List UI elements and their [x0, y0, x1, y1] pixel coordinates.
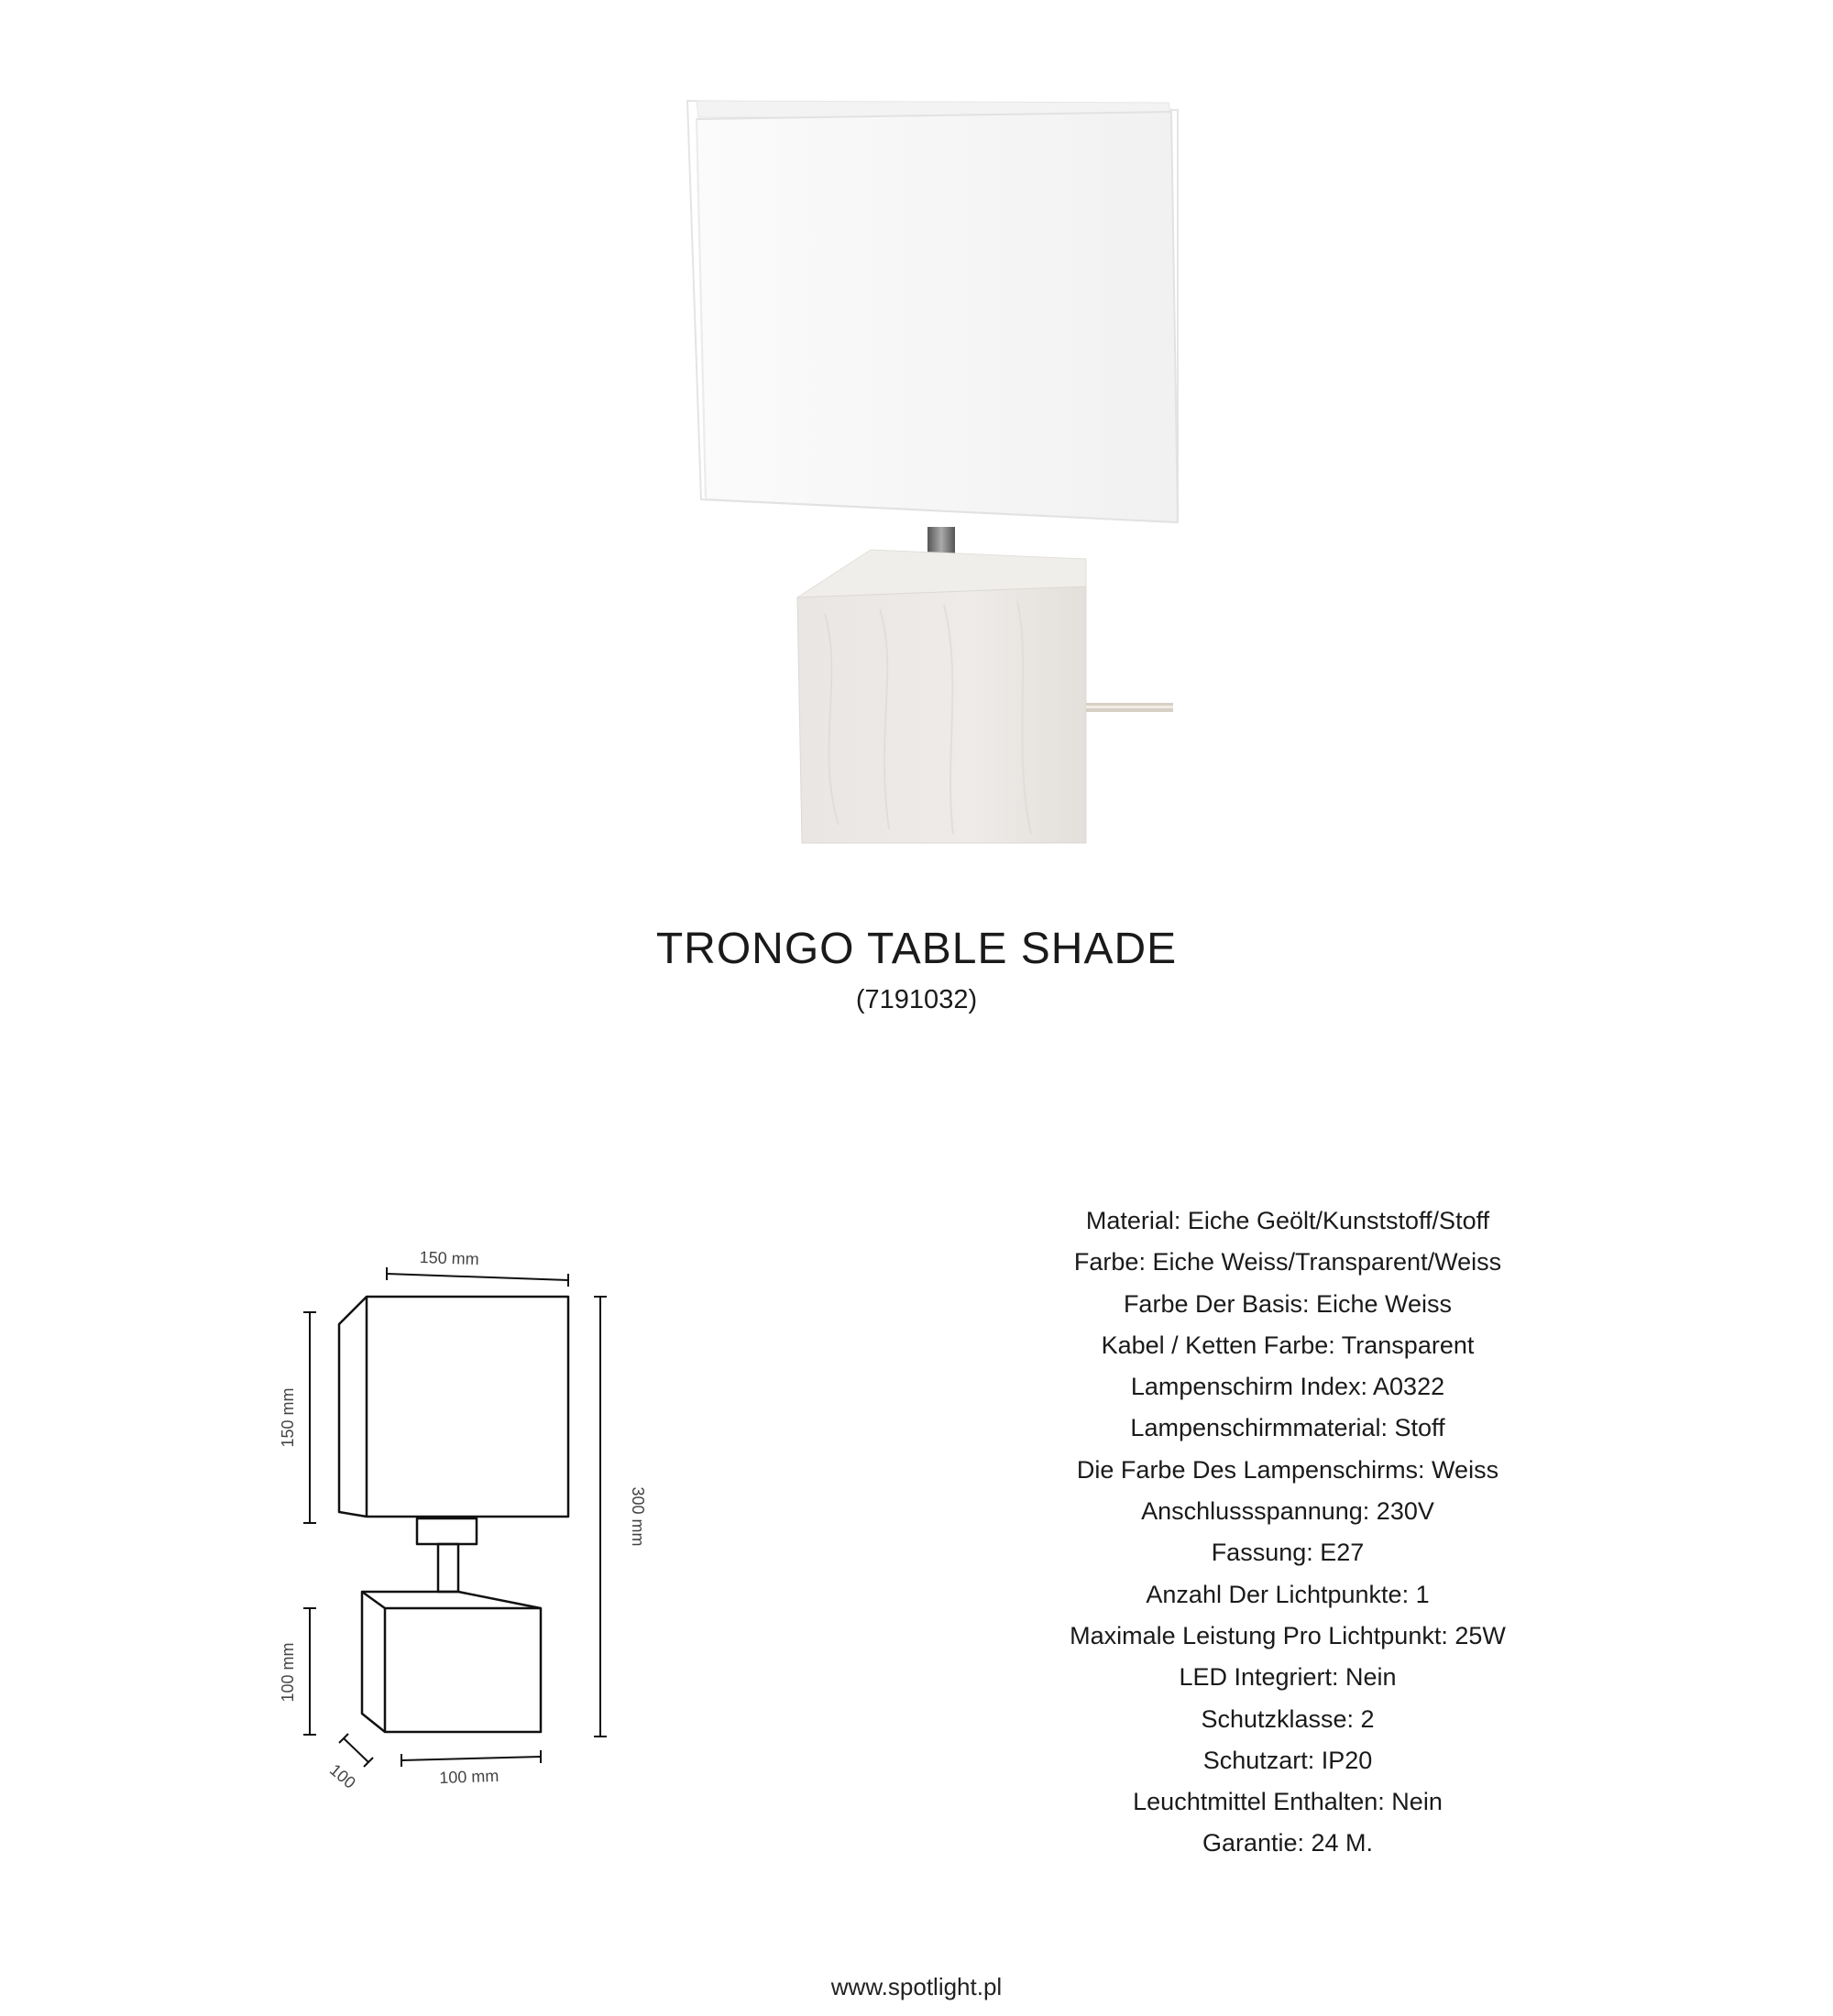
- spec-list: [1013, 1200, 1563, 1865]
- spec-item: Garantie: 24 M.: [1202, 1829, 1374, 1857]
- dim-shade-width: 150 mm: [419, 1247, 480, 1269]
- spec-item: LED Integriert: Nein: [1179, 1663, 1397, 1692]
- spec-item: Farbe Der Basis: Eiche Weiss: [1123, 1289, 1453, 1318]
- product-title: TRONGO TABLE SHADE: [655, 925, 1178, 973]
- spec-item: Schutzklasse: 2: [1201, 1704, 1375, 1733]
- dim-base-height: 100 mm: [279, 1642, 297, 1703]
- website-url: www.spotlight.pl: [830, 1973, 1003, 2000]
- spec-item: Maximale Leistung Pro Lichtpunkt: 25W: [1070, 1621, 1506, 1649]
- spec-item: Lampenschirmmaterial: Stoff: [1130, 1414, 1445, 1442]
- spec-item: Farbe: Eiche Weiss/Transparent/Weiss: [1073, 1248, 1502, 1276]
- product-photo: [669, 92, 1182, 852]
- spec-item: Leuchtmittel Enthalten: Nein: [1133, 1788, 1443, 1816]
- spec-item: Anzahl Der Lichtpunkte: 1: [1146, 1580, 1430, 1608]
- spec-item: Fassung: E27: [1211, 1539, 1365, 1567]
- dimension-drawing: [266, 1223, 660, 1810]
- dim-base-width: 100 mm: [438, 1766, 499, 1788]
- spec-item: Material: Eiche Geölt/Kunststoff/Stoff: [1085, 1207, 1490, 1234]
- dim-base-depth: 100: [325, 1760, 359, 1792]
- spec-item: Anschlussspannung: 230V: [1141, 1497, 1434, 1526]
- spec-item: Kabel / Ketten Farbe: Transparent: [1101, 1331, 1475, 1359]
- dim-total-height: 300 mm: [629, 1486, 647, 1547]
- product-code: (7191032): [855, 985, 978, 1014]
- dim-shade-height: 150 mm: [279, 1387, 297, 1448]
- spec-item: Lampenschirm Index: A0322: [1130, 1373, 1445, 1401]
- spec-item: Die Farbe Des Lampenschirms: Weiss: [1076, 1455, 1499, 1484]
- spec-item: Schutzart: IP20: [1202, 1746, 1373, 1774]
